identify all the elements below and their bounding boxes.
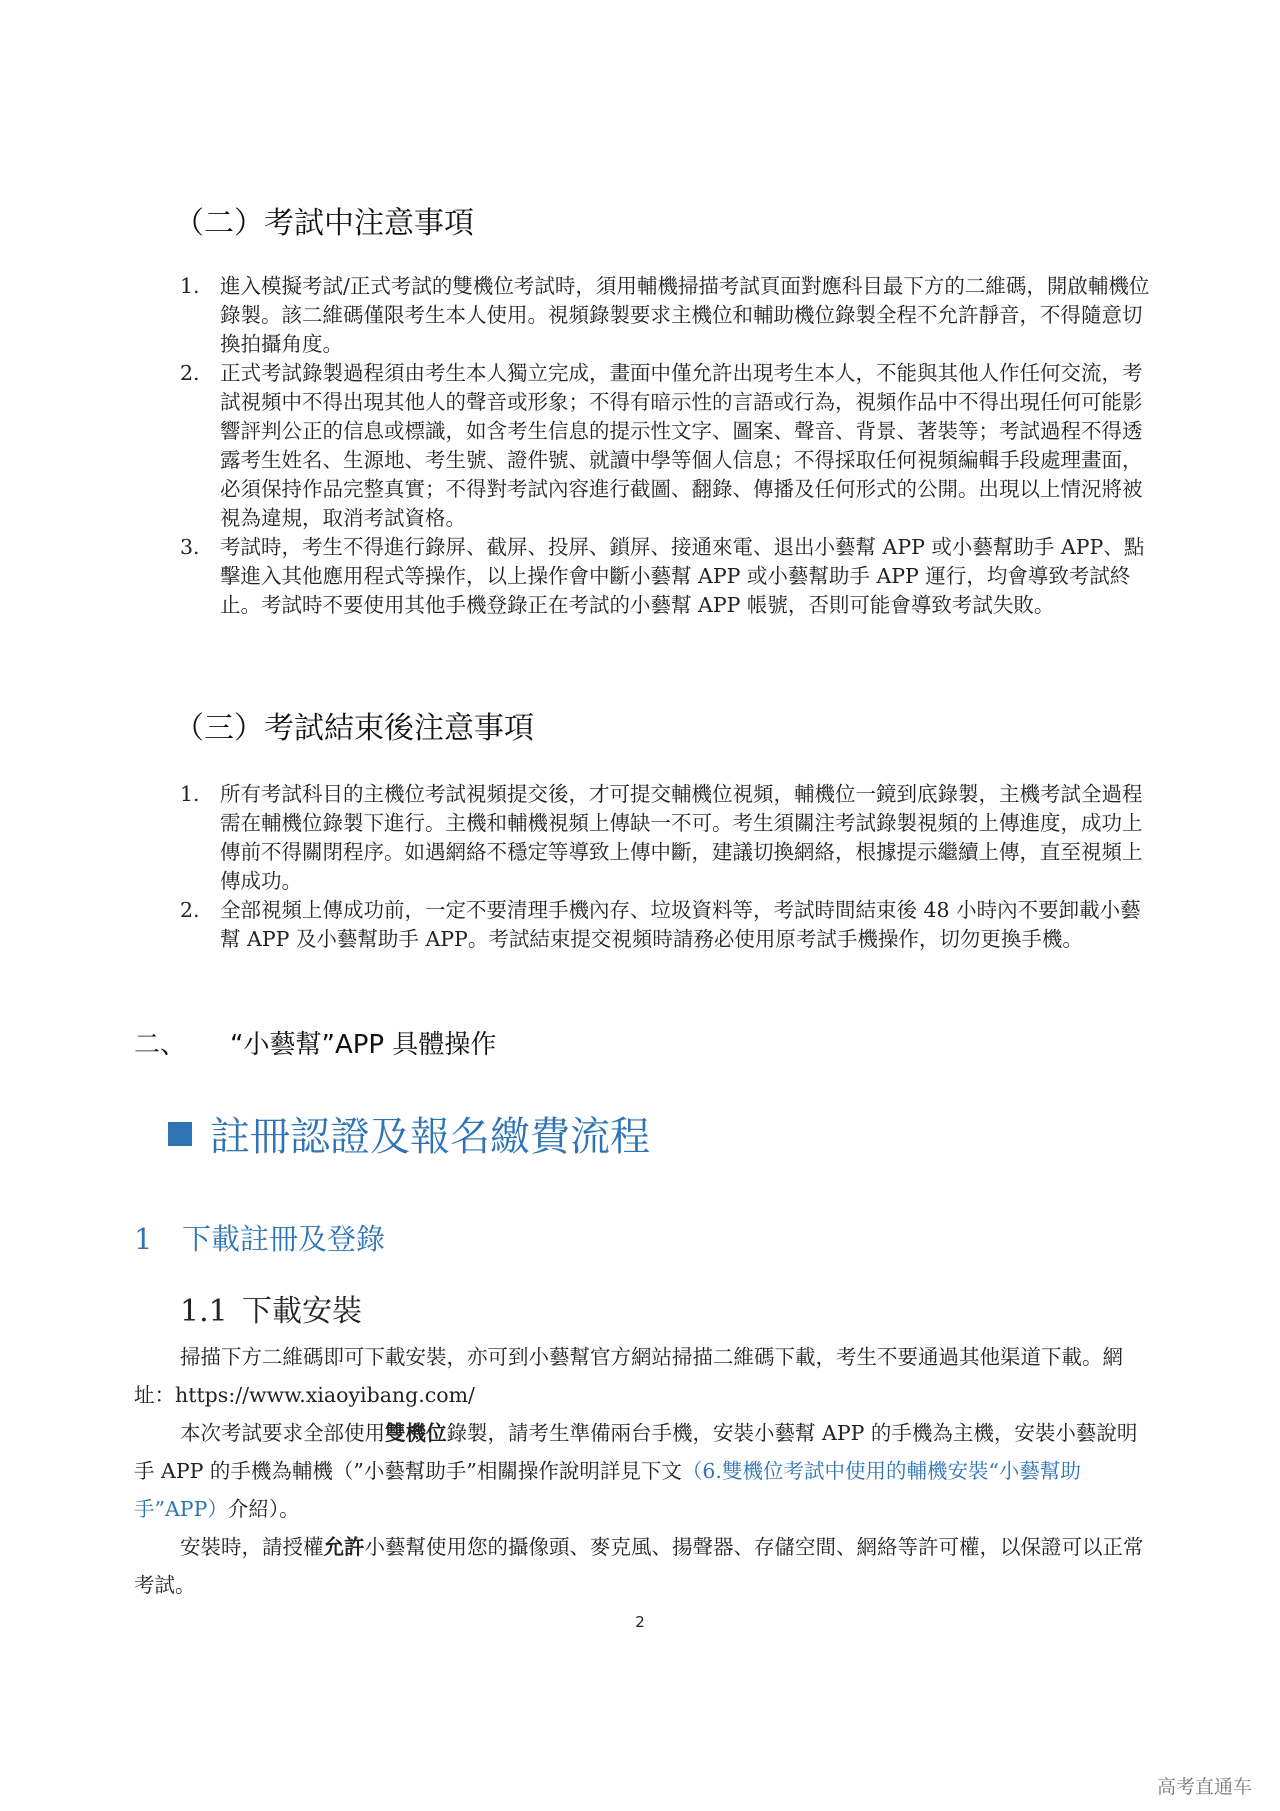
- list-item-text: 正式考試錄製過程須由考生本人獨立完成，畫面中僅允許出現考生本人，不能與其他人作任何交流，考試視頻中不得出現其他人的聲音或形象；不得有暗示性的言語或行為，視頻作品中不得出現任何可能影響評判公正的信息或標識，如含考生信息的提示性文字、圖案、聲音、背景、著裝等；考試過程不得透露考生姓名、生源地、考生號、證件號、就讀中學等個人信息；不得採取任何視頻編輯手段處理畫面，必須保持作品完整真實；不得對考試內容進行截圖、翻錄、傳播及任何形式的公開。出現以上情況將被視為違規，取消考試資格。: [220, 361, 1143, 530]
- list-item: [180, 896, 1155, 954]
- sub-subsection-title: 下載安裝: [242, 1294, 362, 1329]
- chapter-title: “小藝幫”APP 具體操作: [230, 1030, 497, 1060]
- subsection-title: 下載註冊及登錄: [182, 1222, 386, 1256]
- chapter-number: 二、: [134, 1030, 187, 1060]
- paragraph-text: 安裝時，請授權: [180, 1535, 324, 1559]
- list-item-number: 2.: [180, 361, 200, 385]
- list-item-text: 進入模擬考試/正式考試的雙機位考試時，須用輔機掃描考試頁面對應科目最下方的二維碼，開啟輔機位錄製。該二維碼僅限考生本人使用。視頻錄製要求主機位和輔助機位錄製全程不允許靜音，不得隨意切換拍攝角度。: [220, 274, 1150, 356]
- list-item: [180, 272, 1155, 359]
- paragraph-text: 介紹）。: [227, 1497, 300, 1521]
- paragraph-dual-camera: [134, 1414, 1157, 1528]
- paragraph-download: 掃描下方二維碼即可下載安裝，亦可到小藝幫官方網站掃描二維碼下載，考生不要通過其他渠道下載。網址：https://www.xiaoyibang.com/: [134, 1345, 1123, 1407]
- list-item-text: 所有考試科目的主機位考試視頻提交後，才可提交輔機位視頻，輔機位一鏡到底錄製，主機考試全過程需在輔機位錄製下進行。主機和輔機視頻上傳缺一不可。考生須關注考試錄製視頻的上傳進度，成功上傳前不得關閉程序。如遇網絡不穩定等導致上傳中斷，建議切換網絡，根據提示繼續上傳，直至視頻上傳成功。: [220, 782, 1143, 893]
- list-during-exam: [180, 272, 1155, 620]
- list-item: [180, 780, 1155, 896]
- paragraph-permissions: [134, 1528, 1157, 1604]
- list-item-text: 全部視頻上傳成功前，一定不要清理手機內存、垃圾資料等，考試時間結束後 48 小時內不要卸載小藝幫 APP 及小藝幫助手 APP。考試結束提交視頻時請務必使用原考試手機操作，切勿更換手機。: [220, 898, 1141, 951]
- list-item: [180, 359, 1155, 533]
- paragraph-text: 本次考試要求全部使用: [180, 1421, 385, 1445]
- heading-during-exam: （二）考試中注意事項: [174, 206, 474, 241]
- list-item-number: 3.: [180, 535, 200, 559]
- sub-subsection-number: 1.1: [180, 1294, 228, 1329]
- paragraph-text: 小藝幫使用您的攝像頭、麥克風、揚聲器、存儲空間、網絡等許可權，以保證可以正常考試。: [134, 1535, 1144, 1597]
- square-bullet-icon: [168, 1122, 192, 1146]
- list-item-text: 考試時，考生不得進行錄屏、截屏、投屏、鎖屏、接通來電、退出小藝幫 APP 或小藝幫助手 APP、點擊進入其他應用程式等操作，以上操作會中斷小藝幫 APP 或小藝幫助手 APP 運行，均會導致考試終止。考試時不要使用其他手機登錄正在考試的小藝幫 APP 帳號，否則可能會導致考試失敗。: [220, 535, 1145, 617]
- cross-reference-link[interactable]: （6.雙機位考試中使用的輔機安裝“小藝幫助手”APP）: [134, 1459, 1081, 1521]
- list-item-number: 1.: [180, 274, 200, 298]
- sub-subsection-heading: [180, 1286, 362, 1330]
- watermark: 高考直通车: [1156, 1776, 1252, 1798]
- subsection-number: 1: [134, 1222, 153, 1256]
- chapter-heading: [134, 1024, 496, 1061]
- list-item: [180, 533, 1155, 620]
- page-number: 2: [635, 1613, 645, 1631]
- paragraph-text: 錄製，請考生準備兩台手機，安裝小藝幫 APP 的手機為主機，安裝小藝說明手 APP 的手機為輔機（”小藝幫助手”相關操作說明詳見下文: [134, 1421, 1138, 1483]
- emphasis-text: 雙機位: [385, 1421, 447, 1445]
- heading-after-exam: （三）考試結束後注意事項: [174, 711, 534, 746]
- list-item-number: 1.: [180, 782, 200, 806]
- list-after-exam: [180, 780, 1155, 954]
- list-item-number: 2.: [180, 898, 200, 922]
- section-title-text: 註冊認證及報名繳費流程: [210, 1114, 650, 1160]
- section-title: [168, 1105, 650, 1162]
- emphasis-text: 允許: [323, 1535, 365, 1559]
- subsection-heading: [134, 1217, 385, 1258]
